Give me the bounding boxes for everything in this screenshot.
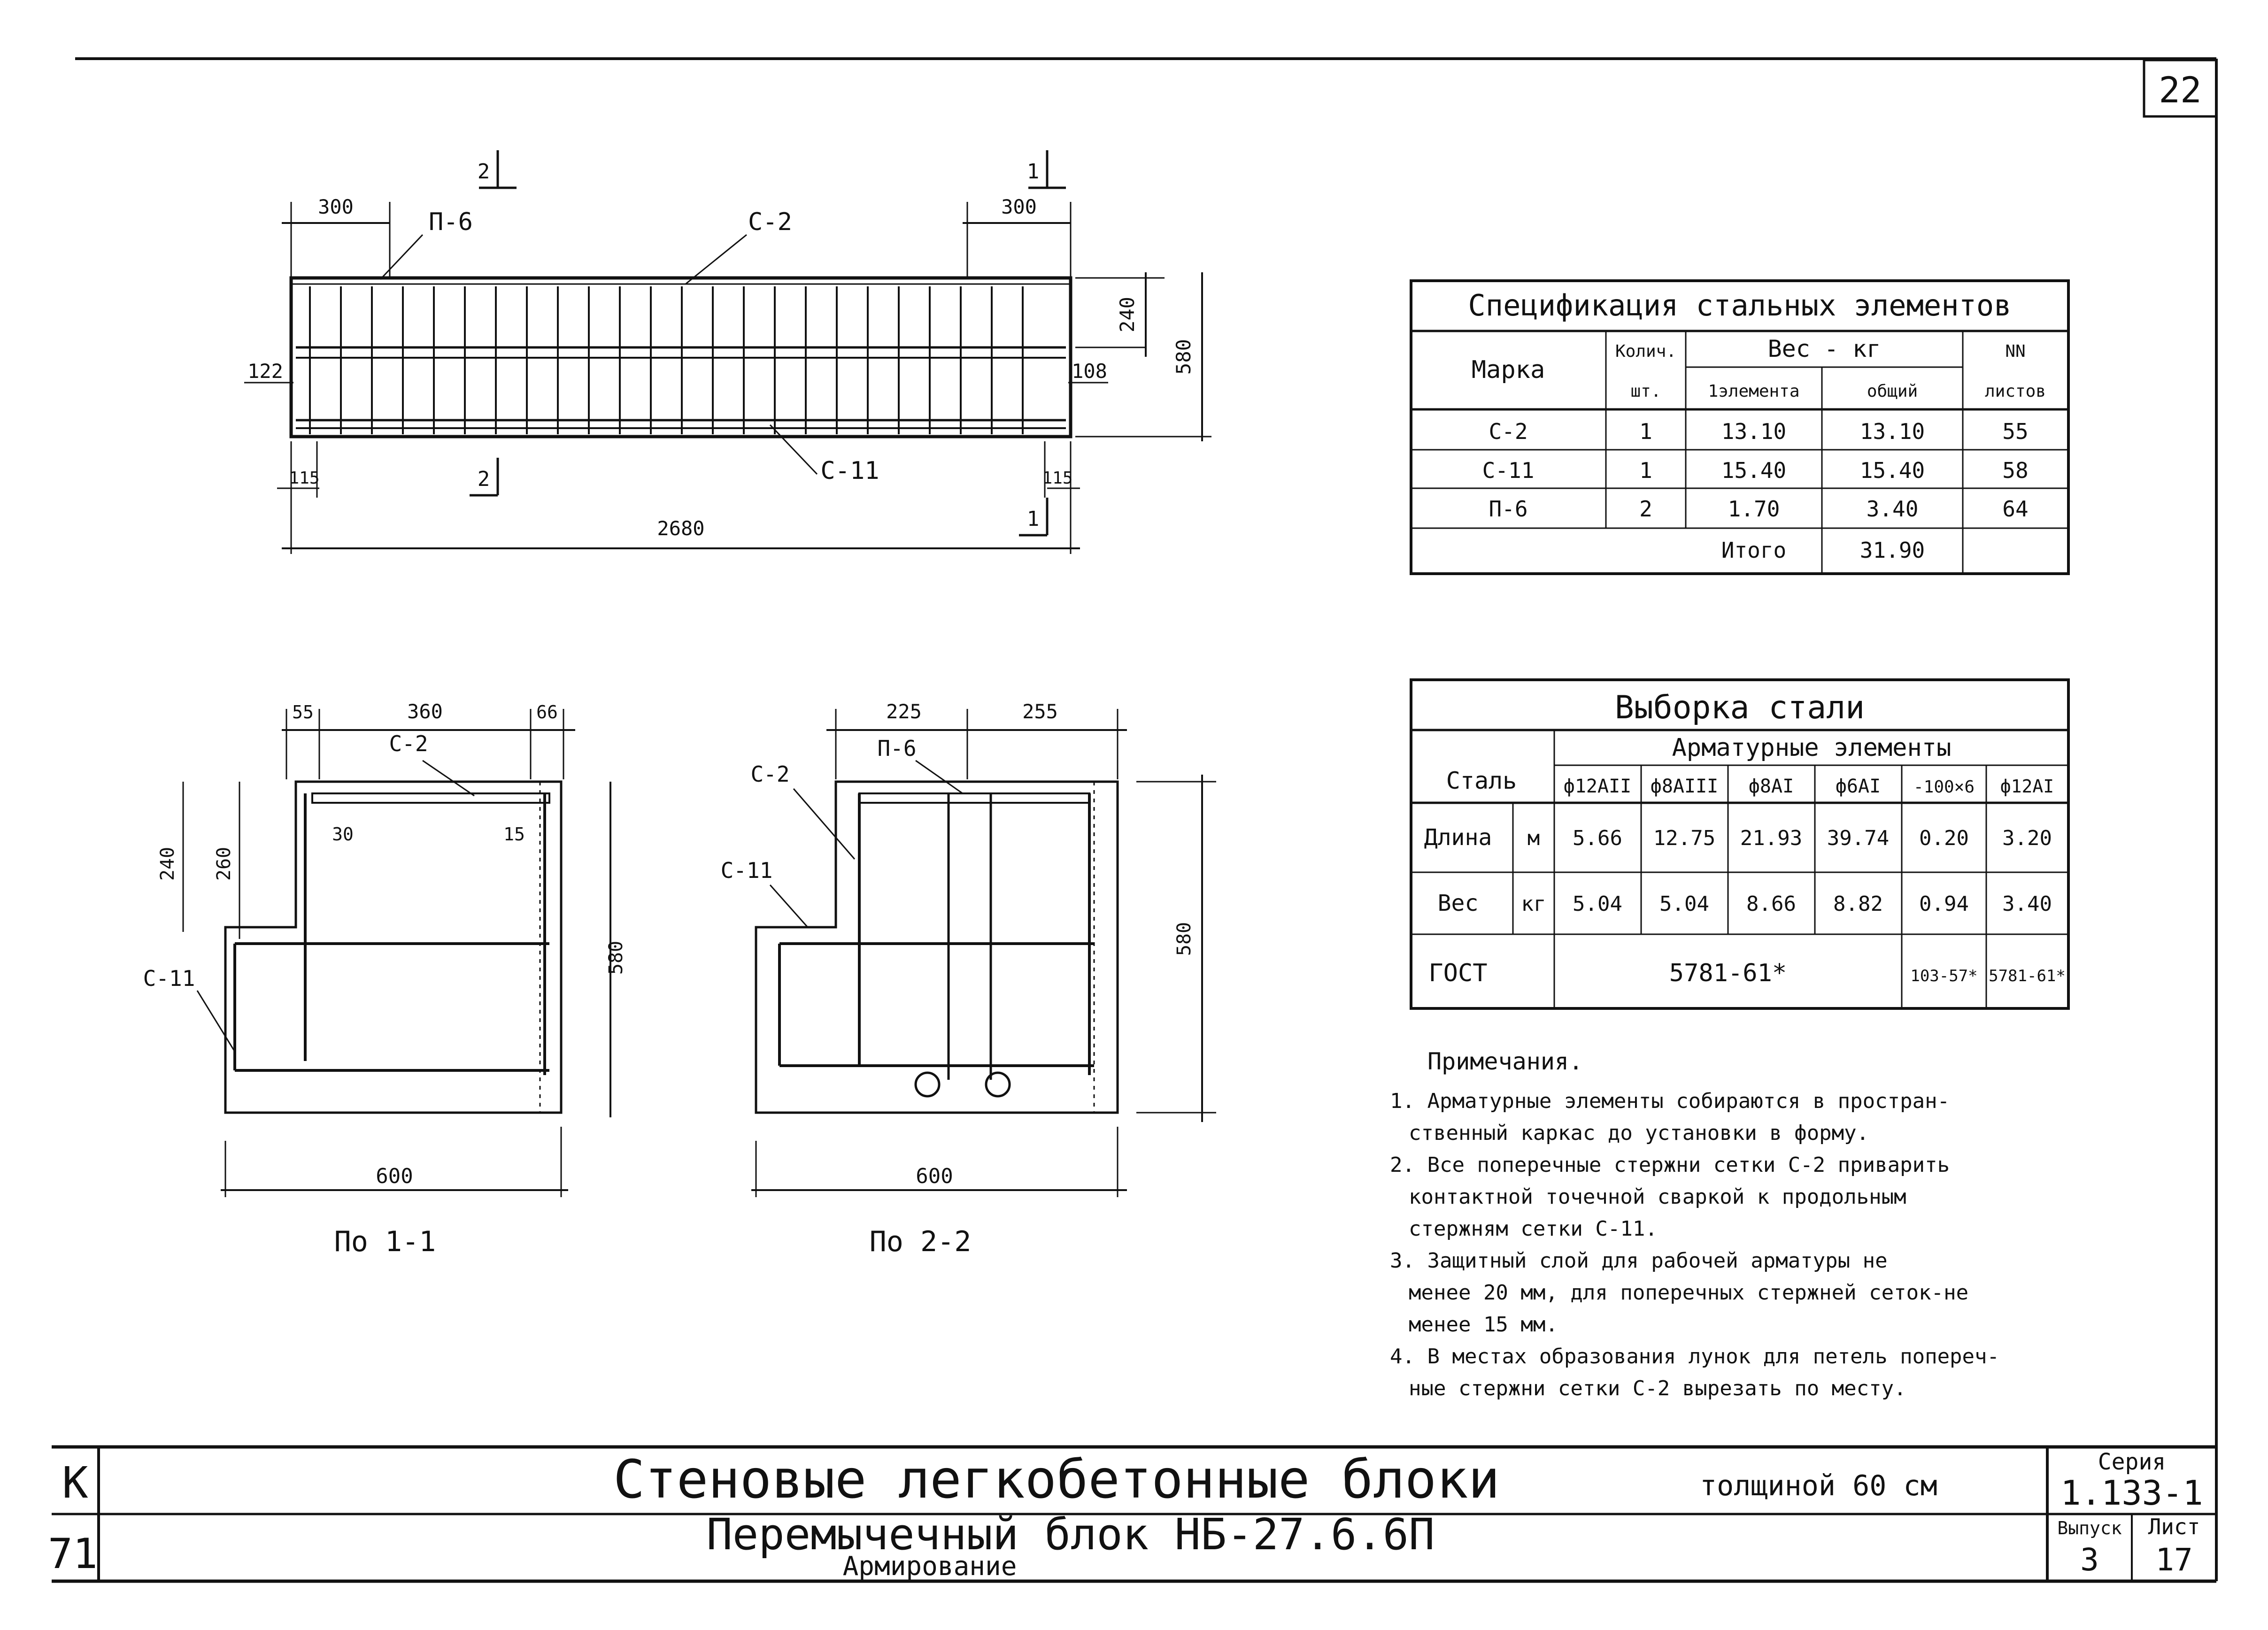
steel-gost-last: 5781-61*	[1989, 967, 2066, 985]
dim-360: 360	[407, 700, 443, 723]
sheet-label: Лист	[2148, 1514, 2200, 1539]
steel-label: Сталь	[1446, 767, 1517, 794]
steel-column-headers	[1564, 776, 2054, 797]
dim-225: 225	[886, 700, 922, 723]
rebar-verticals	[310, 286, 1023, 434]
main-elevation	[244, 150, 1211, 554]
spec-cell-sheet: 64	[2002, 496, 2029, 522]
dim-600-s2: 600	[916, 1164, 953, 1188]
steel-length-label: Длина	[1424, 824, 1492, 851]
spec-cell-weight-elem: 15.40	[1721, 458, 1787, 483]
note-line: менее 15 мм.	[1409, 1313, 1558, 1337]
spec-cell-mark: П-6	[1489, 496, 1528, 522]
note-line: ственный каркас до установки в форму.	[1409, 1121, 1869, 1145]
sheet-corner-number: 22	[2159, 69, 2202, 111]
dim-580-s1: 580	[605, 940, 627, 975]
sheet-value: 17	[2155, 1542, 2193, 1578]
steel-length-value: 39.74	[1827, 826, 1890, 850]
subtitle: Перемычечный блок НБ-27.6.6П	[706, 1509, 1435, 1560]
steel-weight-row	[1573, 892, 2052, 916]
notes	[1390, 1048, 1999, 1400]
steel-table-title: Выборка стали	[1614, 689, 1865, 726]
spec-cell-sheet: 55	[2002, 419, 2029, 444]
steel-length-unit: м	[1527, 826, 1540, 850]
issue-value: 3	[2080, 1542, 2099, 1578]
spec-cell-weight-total: 13.10	[1859, 419, 1925, 444]
steel-length-value: 0.20	[1919, 826, 1969, 850]
steel-col-header: ф12АII	[1563, 776, 1632, 797]
label-c11-s2: С-11	[720, 858, 773, 883]
section-mark-1-bottom: 1	[1026, 507, 1040, 531]
steel-col-header: ф8АI	[1748, 776, 1794, 797]
spec-header-qty: Колич.	[1615, 342, 1677, 361]
note-line: ные стержни сетки С-2 вырезать по месту.	[1409, 1376, 1906, 1400]
note-line: стержням сетки С-11.	[1409, 1217, 1658, 1241]
spec-row	[1489, 496, 2028, 522]
dim-55: 55	[292, 702, 314, 723]
thickness-note: толщиной 60 см	[1700, 1469, 1937, 1502]
label-c11-main: С-11	[820, 457, 879, 485]
section-2-title: По 2-2	[869, 1225, 972, 1258]
steel-gost-strip: 103-57*	[1910, 967, 1978, 985]
steel-col-header: -100×6	[1913, 777, 1975, 797]
spec-table-title: Спецификация стальных элементов	[1468, 288, 2012, 323]
dim-240-main: 240	[1116, 297, 1139, 332]
spec-header-sheets-top: NN	[2005, 342, 2026, 361]
dim-580-s2: 580	[1173, 922, 1195, 956]
dim-240-s1: 240	[157, 846, 178, 881]
label-c2-main: С-2	[748, 208, 792, 236]
subtitle-2: Армирование	[842, 1551, 1017, 1582]
spec-cell-mark: С-2	[1489, 419, 1528, 444]
spec-table	[1411, 281, 2068, 574]
spec-header-weight-elem: 1элемента	[1708, 382, 1800, 401]
steel-weight-label: Вес	[1437, 890, 1479, 916]
section-1-1	[143, 700, 627, 1258]
dim-15: 15	[503, 824, 525, 845]
steel-length-value: 5.66	[1573, 826, 1622, 850]
steel-length-value: 3.20	[2002, 826, 2052, 850]
label-p6-s2: П-6	[877, 736, 917, 761]
dim-108: 108	[1072, 360, 1107, 383]
dim-580-main: 580	[1172, 339, 1195, 375]
spec-header-weight: Вес - кг	[1767, 335, 1881, 362]
main-title: Стеновые легкобетонные блоки	[613, 1449, 1500, 1510]
label-c2-s2: С-2	[750, 761, 790, 787]
dim-30: 30	[332, 824, 354, 845]
steel-length-value: 21.93	[1740, 826, 1803, 850]
title-block	[48, 1447, 2216, 1582]
spec-cell-weight-elem: 13.10	[1721, 419, 1787, 444]
steel-col-header: ф8АIII	[1650, 776, 1719, 797]
dim-2680: 2680	[657, 517, 705, 540]
steel-table	[1411, 680, 2068, 1008]
label-c11-s1: С-11	[143, 966, 195, 991]
spec-header-weight-total: общий	[1867, 382, 1918, 401]
spec-row	[1489, 419, 2028, 444]
steel-weight-unit: кг	[1521, 892, 1546, 916]
steel-length-value: 12.75	[1653, 826, 1716, 850]
steel-weight-value: 5.04	[1659, 892, 1709, 916]
spec-row	[1482, 458, 2029, 483]
side-number: 71	[48, 1530, 98, 1578]
steel-weight-value: 5.04	[1573, 892, 1622, 916]
steel-weight-value: 0.94	[1919, 892, 1969, 916]
dim-260-s1: 260	[213, 846, 235, 881]
dim-255: 255	[1022, 700, 1058, 723]
spec-cell-weight-total: 15.40	[1859, 458, 1925, 483]
note-line: менее 20 мм, для поперечных стержней сеток-не	[1409, 1281, 1969, 1305]
spec-cell-qty: 1	[1639, 419, 1652, 444]
note-line: 2. Все поперечные стержни сетки С-2 приварить	[1390, 1153, 1950, 1177]
section-mark-1-top: 1	[1026, 160, 1040, 184]
spec-header-qty-unit: шт.	[1630, 382, 1661, 401]
series-label: Серия	[2098, 1449, 2166, 1475]
section-1-title: По 1-1	[334, 1225, 436, 1258]
steel-gost-main: 5781-61*	[1669, 959, 1787, 987]
steel-gost-label: ГОСТ	[1428, 959, 1488, 987]
spec-cell-weight-total: 3.40	[1866, 496, 1919, 522]
side-letter: К	[62, 1458, 88, 1508]
dim-66: 66	[536, 702, 558, 723]
steel-weight-value: 8.82	[1833, 892, 1883, 916]
dim-115-left: 115	[289, 469, 320, 488]
dim-600-s1: 600	[376, 1164, 413, 1188]
dim-115-right: 115	[1042, 469, 1073, 488]
spec-cell-weight-elem: 1.70	[1728, 496, 1780, 522]
section-2-2	[721, 700, 1216, 1258]
label-p6-main: П-6	[429, 208, 473, 236]
section-mark-2-bottom: 2	[477, 467, 490, 491]
steel-col-header: ф6АI	[1835, 776, 1881, 797]
spec-cell-qty: 1	[1639, 458, 1652, 483]
note-line: контактной точечной сваркой к продольным	[1409, 1185, 1906, 1209]
spec-total-label: Итого	[1721, 538, 1787, 563]
dim-122: 122	[247, 360, 283, 383]
spec-cell-mark: С-11	[1482, 458, 1535, 483]
note-line: 1. Арматурные элементы собираются в простран-	[1390, 1089, 1950, 1113]
steel-col-header: ф12АI	[2000, 776, 2054, 797]
spec-total-value: 31.90	[1859, 538, 1925, 563]
note-line: 4. В местах образования лунок для петель попереч-	[1390, 1345, 2000, 1369]
section-mark-2-top: 2	[477, 160, 490, 184]
steel-group-header: Арматурные элементы	[1672, 734, 1952, 762]
issue-label: Выпуск	[2057, 1518, 2122, 1538]
notes-title: Примечания.	[1427, 1048, 1583, 1075]
spec-cell-sheet: 58	[2002, 458, 2029, 483]
spec-cell-qty: 2	[1639, 496, 1652, 522]
spec-header-sheets: листов	[1984, 382, 2046, 401]
steel-length-row	[1573, 826, 2052, 850]
steel-weight-value: 8.66	[1746, 892, 1796, 916]
dim-300-left: 300	[318, 195, 354, 218]
label-c2-s1: С-2	[389, 731, 428, 756]
dim-300-right: 300	[1001, 195, 1037, 218]
spec-header-mark: Марка	[1471, 356, 1545, 384]
steel-weight-value: 3.40	[2002, 892, 2052, 916]
series-value: 1.133-1	[2060, 1473, 2203, 1513]
note-line: 3. Защитный слой для рабочей арматуры не	[1390, 1249, 1888, 1273]
